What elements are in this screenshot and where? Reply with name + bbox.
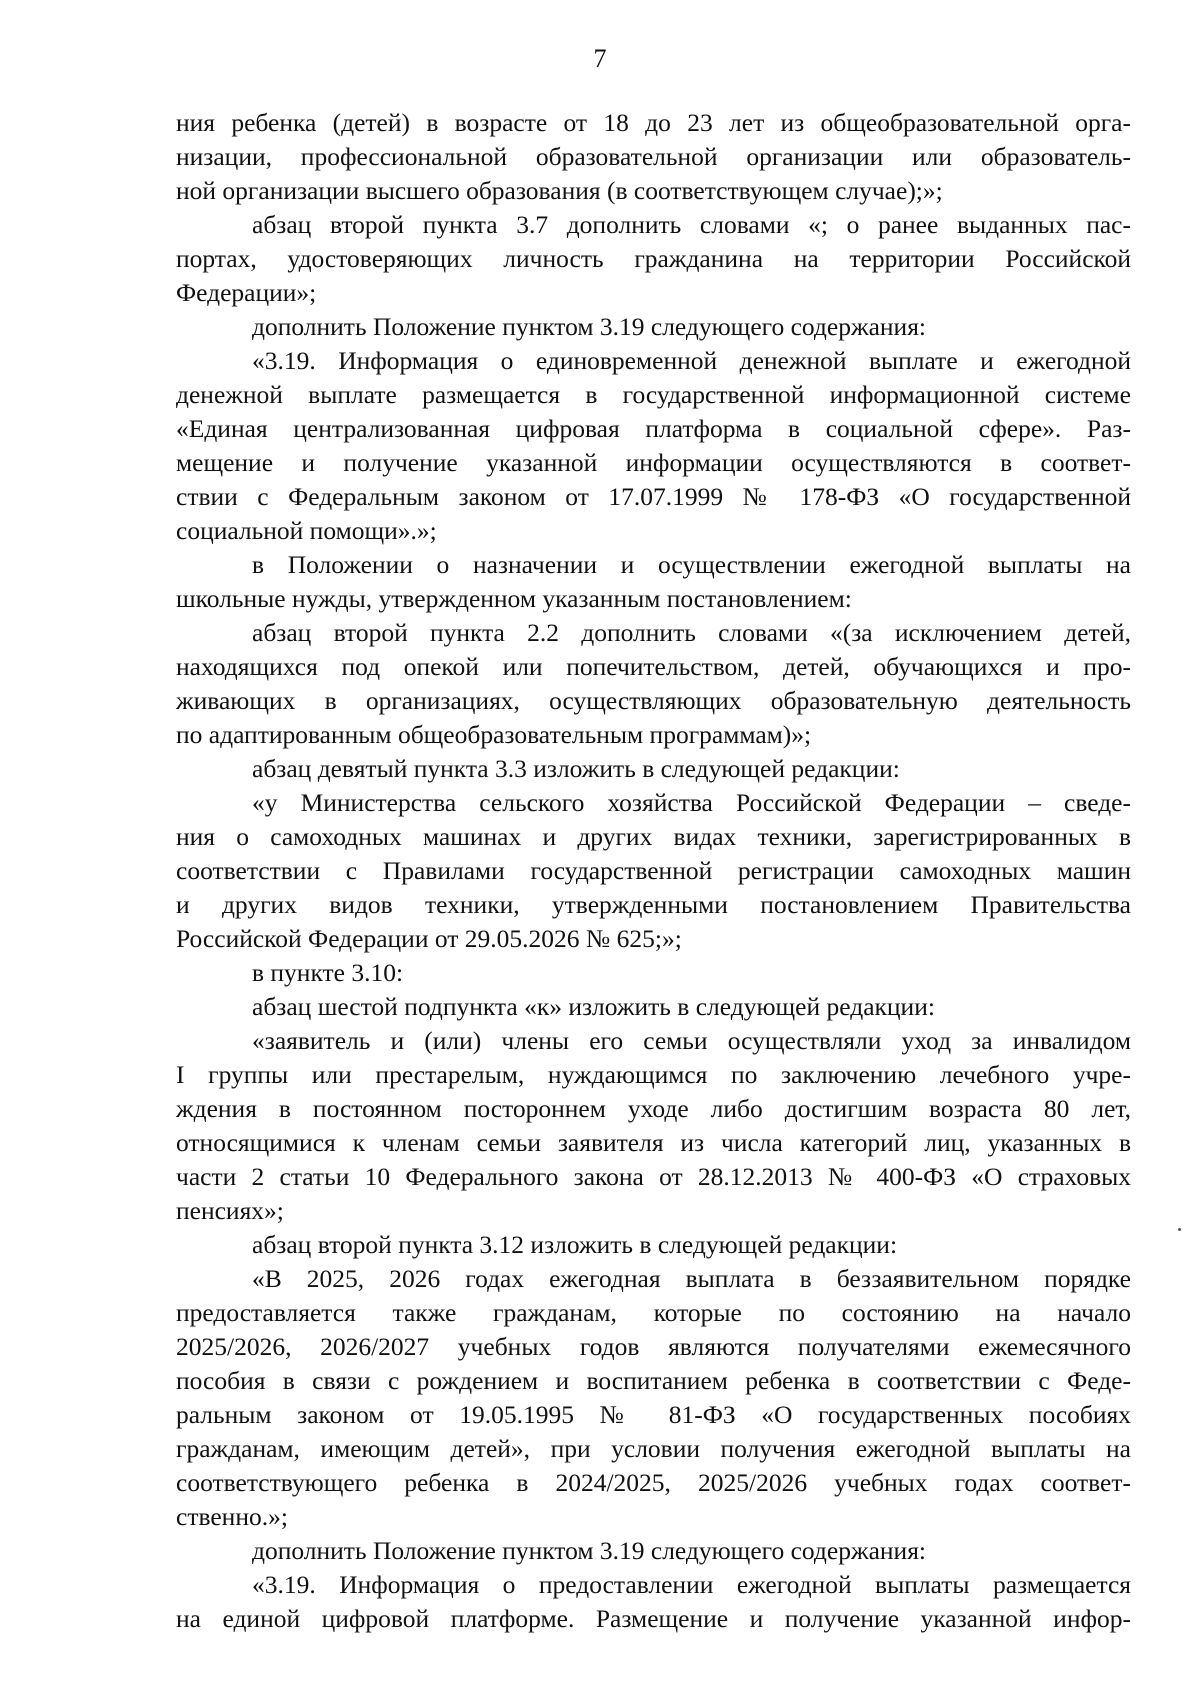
text-line: Российской Федерации от 29.05.2026 № 625;»; [176,924,682,953]
text-line: мещение и получение указанной информации осуществляются в соответ- [176,448,1131,477]
text-line: дополнить Положение пунктом 3.19 следующего содержания: [252,312,927,341]
text-line: «3.19. Информация о единовременной денежной выплате и ежегодной [252,346,1131,375]
text-line: пособия в связи с рождением и воспитанием ребенка в соответствии с Феде- [176,1366,1131,1395]
text-line: пенсиях»; [176,1196,284,1225]
text-line: школьные нужды, утвержденном указанным постановлением: [176,584,852,613]
text-line: социальной помощи».»; [176,516,437,545]
text-line: ния о самоходных машинах и других видах техники, зарегистрированных в [176,822,1131,851]
text-line: «Единая централизованная цифровая платформа в социальной сфере». Раз- [176,414,1131,443]
text-line: по адаптированным общеобразовательным программам)»; [176,720,812,749]
text-line: ствии с Федеральным законом от 17.07.1999 № 178-ФЗ «О государственной [176,482,1131,511]
text-line: гражданам, имеющим детей», при условии получения ежегодной выплаты на [176,1434,1131,1463]
text-line: портах, удостоверяющих личность гражданина на территории Российской [176,244,1131,273]
text-line: ждения в постоянном постороннем уходе либо достигшим возраста 80 лет, [176,1094,1131,1123]
text-line: находящихся под опекой или попечительством, детей, обучающихся и про- [176,652,1131,681]
text-line: абзац второй пункта 3.12 изложить в следующей редакции: [252,1230,898,1259]
text-line: соответствии с Правилами государственной регистрации самоходных машин [176,856,1131,885]
text-line: Федерации»; [176,278,317,307]
text-line: соответствующего ребенка в 2024/2025, 2025/2026 учебных годах соответ- [176,1468,1131,1497]
text-line: живающих в организациях, осуществляющих образовательную деятельность [176,686,1131,715]
text-line: относящимися к членам семьи заявителя из числа категорий лиц, указанных в [176,1128,1131,1157]
text-line: в Положении о назначении и осуществлении ежегодной выплаты на [252,550,1131,579]
text-line: «В 2025, 2026 годах ежегодная выплата в беззаявительном порядке [252,1264,1131,1293]
text-line: «3.19. Информация о предоставлении ежегодной выплаты размещается [252,1570,1131,1599]
text-line: «заявитель и (или) члены его семьи осуществляли уход за инвалидом [252,1026,1131,1055]
text-line: на единой цифровой платформе. Размещение и получение указанной инфор- [176,1604,1131,1633]
text-line: денежной выплате размещается в государственной информационной системе [176,380,1131,409]
text-line: предоставляется также гражданам, которые по состоянию на начало [176,1298,1131,1327]
text-line: дополнить Положение пунктом 3.19 следующего содержания: [252,1536,927,1565]
text-line: низации, профессиональной образовательной организации или образователь- [176,142,1131,171]
text-line: I группы или престарелым, нуждающимся по заключению лечебного учре- [176,1060,1131,1089]
text-line: ральным законом от 19.05.1995 № 81-ФЗ «О государственных пособиях [176,1400,1131,1429]
document-body [176,106,1131,1636]
text-line: «у Министерства сельского хозяйства Российской Федерации – сведе- [252,788,1131,817]
text-line: абзац второй пункта 3.7 дополнить словами «; о ранее выданных пас- [252,210,1131,239]
text-line: ной организации высшего образования (в соответствующем случае);»; [176,176,943,205]
text-line: ния ребенка (детей) в возрасте от 18 до 23 лет из общеобразовательной орга- [176,108,1131,137]
page-number: 7 [593,44,607,73]
scan-artifact-dot [1178,1228,1181,1231]
text-line: в пункте 3.10: [252,958,404,987]
text-line: и других видов техники, утвержденными постановлением Правительства [176,890,1131,919]
text-line: абзац девятый пункта 3.3 изложить в следующей редакции: [252,754,900,783]
text-line: абзац второй пункта 2.2 дополнить словами «(за исключением детей, [252,618,1131,647]
text-line: ственно.»; [176,1502,288,1531]
text-line: части 2 статьи 10 Федерального закона от 28.12.2013 № 400-ФЗ «О страховых [176,1162,1131,1191]
text-line: абзац шестой подпункта «к» изложить в следующей редакции: [252,992,935,1021]
text-line: 2025/2026, 2026/2027 учебных годов являются получателями ежемесячного [176,1332,1131,1361]
